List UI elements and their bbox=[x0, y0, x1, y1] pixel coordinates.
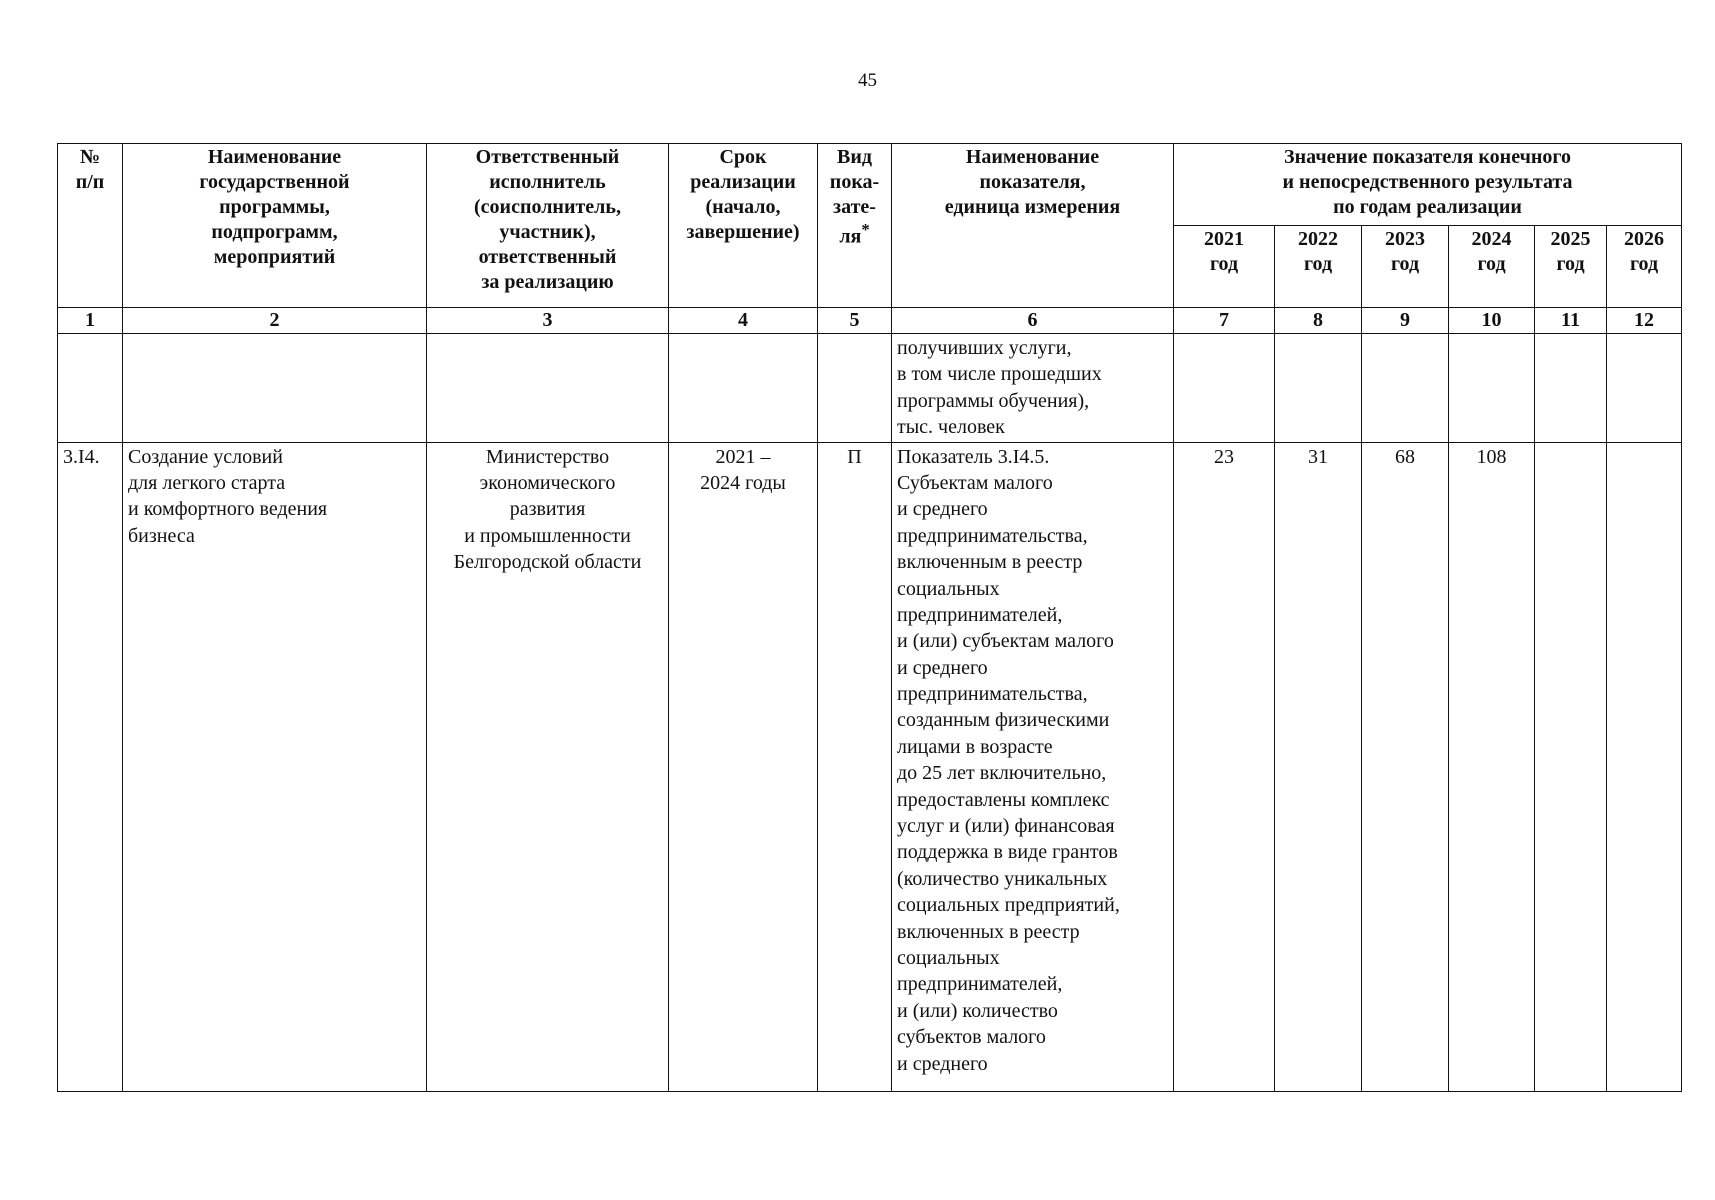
row-type bbox=[818, 334, 892, 443]
table-row bbox=[58, 334, 1682, 443]
row-program: Создание условий для легкого старта и комфортного ведения бизнеса bbox=[123, 442, 427, 1091]
header-year-2021: 2021 год bbox=[1174, 226, 1275, 308]
column-numbers-row bbox=[58, 308, 1682, 334]
header-num: № п/п bbox=[58, 144, 123, 308]
row-value-2024: 108 bbox=[1449, 442, 1535, 1091]
column-number: 5 bbox=[818, 308, 892, 334]
row-executor: Министерство экономического развития и промышленности Белгородской области bbox=[427, 442, 669, 1091]
row-type: П bbox=[818, 442, 892, 1091]
column-number: 6 bbox=[892, 308, 1174, 334]
header-year-2025: 2025 год bbox=[1535, 226, 1607, 308]
header-indicator-type-label: Вид пока- зате- ля bbox=[829, 146, 880, 248]
row-value-2026 bbox=[1607, 334, 1682, 443]
page-number: 45 bbox=[858, 70, 877, 91]
header-values-group: Значение показателя конечного и непосредственного результата по годам реализации bbox=[1174, 144, 1682, 226]
row-value-2023: 68 bbox=[1362, 442, 1449, 1091]
header-program: Наименование государственной программы, подпрограмм, мероприятий bbox=[123, 144, 427, 308]
header-executor: Ответственный исполнитель (соисполнитель, участник), ответственный за реализацию bbox=[427, 144, 669, 308]
row-executor bbox=[427, 334, 669, 443]
column-number: 9 bbox=[1362, 308, 1449, 334]
row-value-2026 bbox=[1607, 442, 1682, 1091]
row-value-2025 bbox=[1535, 334, 1607, 443]
column-number: 12 bbox=[1607, 308, 1682, 334]
footnote-marker: * bbox=[861, 220, 870, 239]
row-program bbox=[123, 334, 427, 443]
row-value-2024 bbox=[1449, 334, 1535, 443]
header-period: Срок реализации (начало, завершение) bbox=[669, 144, 818, 308]
header-year-2024: 2024 год bbox=[1449, 226, 1535, 308]
header-year-2026: 2026 год bbox=[1607, 226, 1682, 308]
column-number: 10 bbox=[1449, 308, 1535, 334]
column-number: 2 bbox=[123, 308, 427, 334]
column-number: 7 bbox=[1174, 308, 1275, 334]
row-value-2022 bbox=[1275, 334, 1362, 443]
column-number: 3 bbox=[427, 308, 669, 334]
column-number: 11 bbox=[1535, 308, 1607, 334]
table-row bbox=[58, 442, 1682, 1091]
row-period: 2021 – 2024 годы bbox=[669, 442, 818, 1091]
row-indicator: Показатель 3.I4.5. Субъектам малого и среднего предпринимательства, включенным в реестр социальных предпринимателей, и (или) субъектам малого и среднего предпринимательства, созданным физическими лицами в возрасте до 25 лет включительно, предоставлены комплекс услуг и (или) финансовая поддержка в виде грантов (количество уникальных социальных предприятий, включенных в реестр социальных предпринимателей, и (или) количество субъектов малого и среднего bbox=[892, 442, 1174, 1091]
row-value-2021: 23 bbox=[1174, 442, 1275, 1091]
header-year-2022: 2022 год bbox=[1275, 226, 1362, 308]
column-number: 1 bbox=[58, 308, 123, 334]
row-value-2021 bbox=[1174, 334, 1275, 443]
table-header bbox=[58, 144, 1682, 334]
row-num bbox=[58, 334, 123, 443]
row-indicator: получивших услуги, в том числе прошедших программы обучения), тыс. человек bbox=[892, 334, 1174, 443]
column-number: 8 bbox=[1275, 308, 1362, 334]
row-value-2022: 31 bbox=[1275, 442, 1362, 1091]
row-period bbox=[669, 334, 818, 443]
header-indicator-name: Наименование показателя, единица измерения bbox=[892, 144, 1174, 308]
row-value-2023 bbox=[1362, 334, 1449, 443]
header-indicator-type bbox=[818, 144, 892, 308]
column-number: 4 bbox=[669, 308, 818, 334]
header-year-2023: 2023 год bbox=[1362, 226, 1449, 308]
indicators-table bbox=[57, 143, 1682, 1092]
row-value-2025 bbox=[1535, 442, 1607, 1091]
row-num: 3.I4. bbox=[58, 442, 123, 1091]
